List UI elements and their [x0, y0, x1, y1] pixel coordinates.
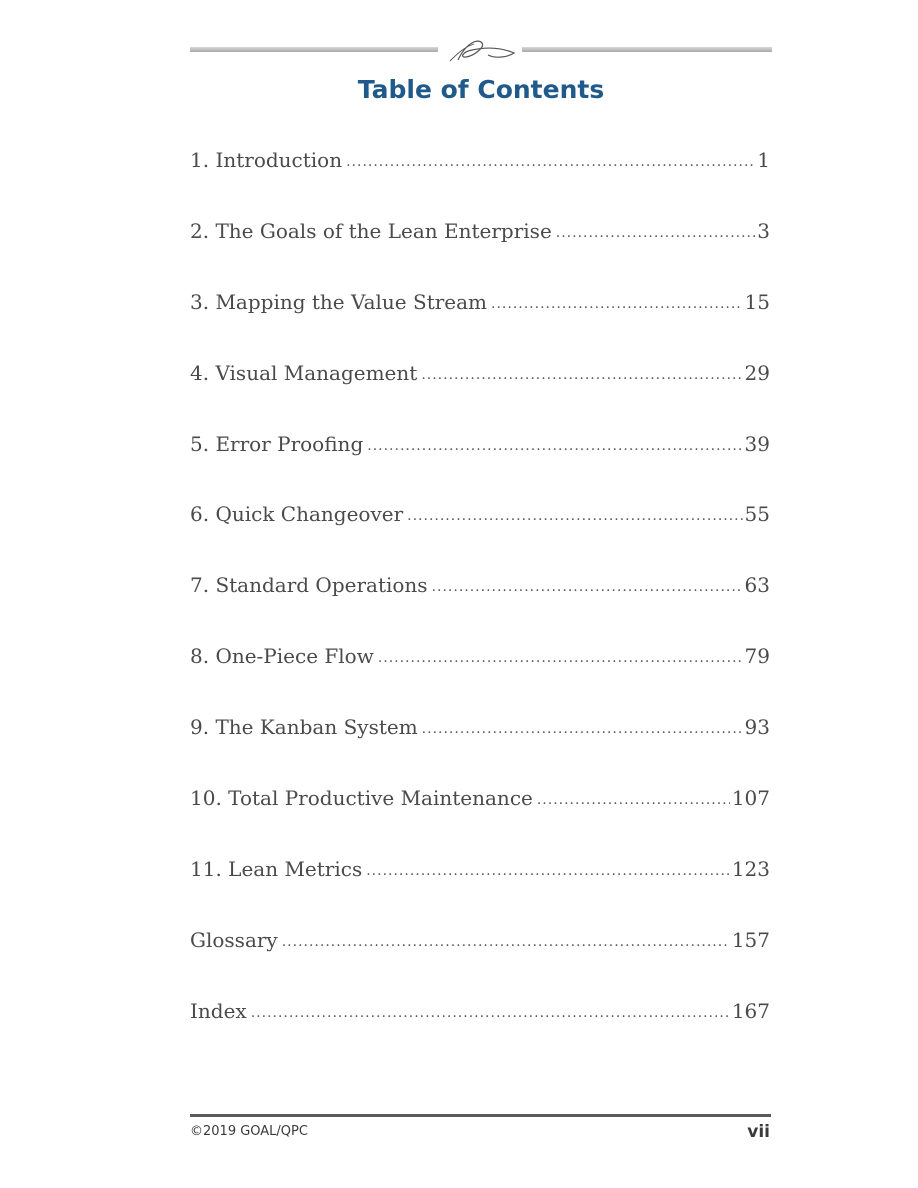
toc-entry-page: 157	[731, 927, 770, 952]
page-title: Table of Contents	[357, 75, 605, 104]
dot-leader	[346, 142, 755, 182]
dot-leader	[421, 355, 742, 395]
page-number: vii	[747, 1122, 770, 1142]
toc-entry-page: 1	[757, 148, 770, 172]
dot-leader	[491, 284, 743, 324]
footer-rule	[190, 1114, 771, 1117]
toc-entry-standard-operations[interactable]	[190, 565, 770, 636]
toc-entry-label: 9. The Kanban System	[190, 715, 418, 740]
toc-entry-kanban-system[interactable]	[190, 707, 770, 778]
table-of-contents	[190, 140, 770, 1062]
toc-entry-label: Glossary	[190, 927, 278, 952]
copyright-notice: ©2019 GOAL/QPC	[190, 1124, 308, 1139]
toc-entry-label: 11. Lean Metrics	[190, 856, 363, 881]
toc-entry-page: 167	[731, 998, 770, 1023]
dot-leader	[407, 496, 742, 536]
toc-entry-page: 3	[757, 218, 770, 243]
toc-entry-error-proofing[interactable]	[190, 424, 770, 495]
toc-entry-one-piece-flow[interactable]	[190, 636, 770, 707]
toc-entry-visual-management[interactable]	[190, 353, 770, 424]
toc-entry-total-productive-maintenance[interactable]	[190, 778, 770, 849]
dot-leader	[556, 213, 755, 253]
dot-leader	[367, 426, 742, 466]
toc-entry-page: 93	[744, 715, 770, 740]
toc-entry-label: 1. Introduction	[190, 148, 343, 172]
toc-entry-goals[interactable]	[190, 211, 770, 282]
toc-entry-lean-metrics[interactable]	[190, 849, 770, 920]
toc-entry-page: 79	[744, 644, 770, 669]
toc-entry-label: 10. Total Productive Maintenance	[190, 786, 533, 811]
dot-leader	[251, 993, 730, 1033]
dot-leader	[537, 780, 730, 820]
toc-entry-page: 123	[731, 856, 770, 881]
dot-leader	[366, 851, 730, 891]
toc-entry-label: Index	[190, 998, 247, 1023]
toc-entry-label: 3. Mapping the Value Stream	[190, 289, 488, 314]
toc-entry-value-stream[interactable]	[190, 282, 770, 353]
dot-leader	[422, 709, 743, 749]
dot-leader	[432, 567, 743, 607]
toc-entry-page: 15	[744, 289, 770, 314]
toc-entry-page: 39	[744, 431, 770, 456]
toc-entry-quick-changeover[interactable]	[190, 494, 770, 565]
toc-entry-introduction[interactable]	[190, 140, 770, 211]
toc-entry-page: 107	[731, 786, 770, 811]
dot-leader	[282, 922, 730, 962]
toc-entry-label: 6. Quick Changeover	[190, 502, 404, 527]
toc-entry-page: 63	[744, 573, 770, 598]
toc-entry-label: 2. The Goals of the Lean Enterprise	[190, 218, 552, 243]
toc-entry-label: 5. Error Proofing	[190, 431, 364, 456]
dot-leader	[378, 638, 743, 678]
toc-entry-glossary[interactable]	[190, 920, 770, 991]
toc-entry-label: 8. One-Piece Flow	[190, 644, 374, 669]
toc-entry-page: 55	[744, 502, 770, 527]
toc-entry-label: 4. Visual Management	[190, 360, 418, 385]
toc-entry-page: 29	[744, 360, 770, 385]
toc-entry-index[interactable]	[190, 991, 770, 1062]
flourish-ornament-icon	[438, 33, 522, 67]
toc-entry-label: 7. Standard Operations	[190, 573, 428, 598]
